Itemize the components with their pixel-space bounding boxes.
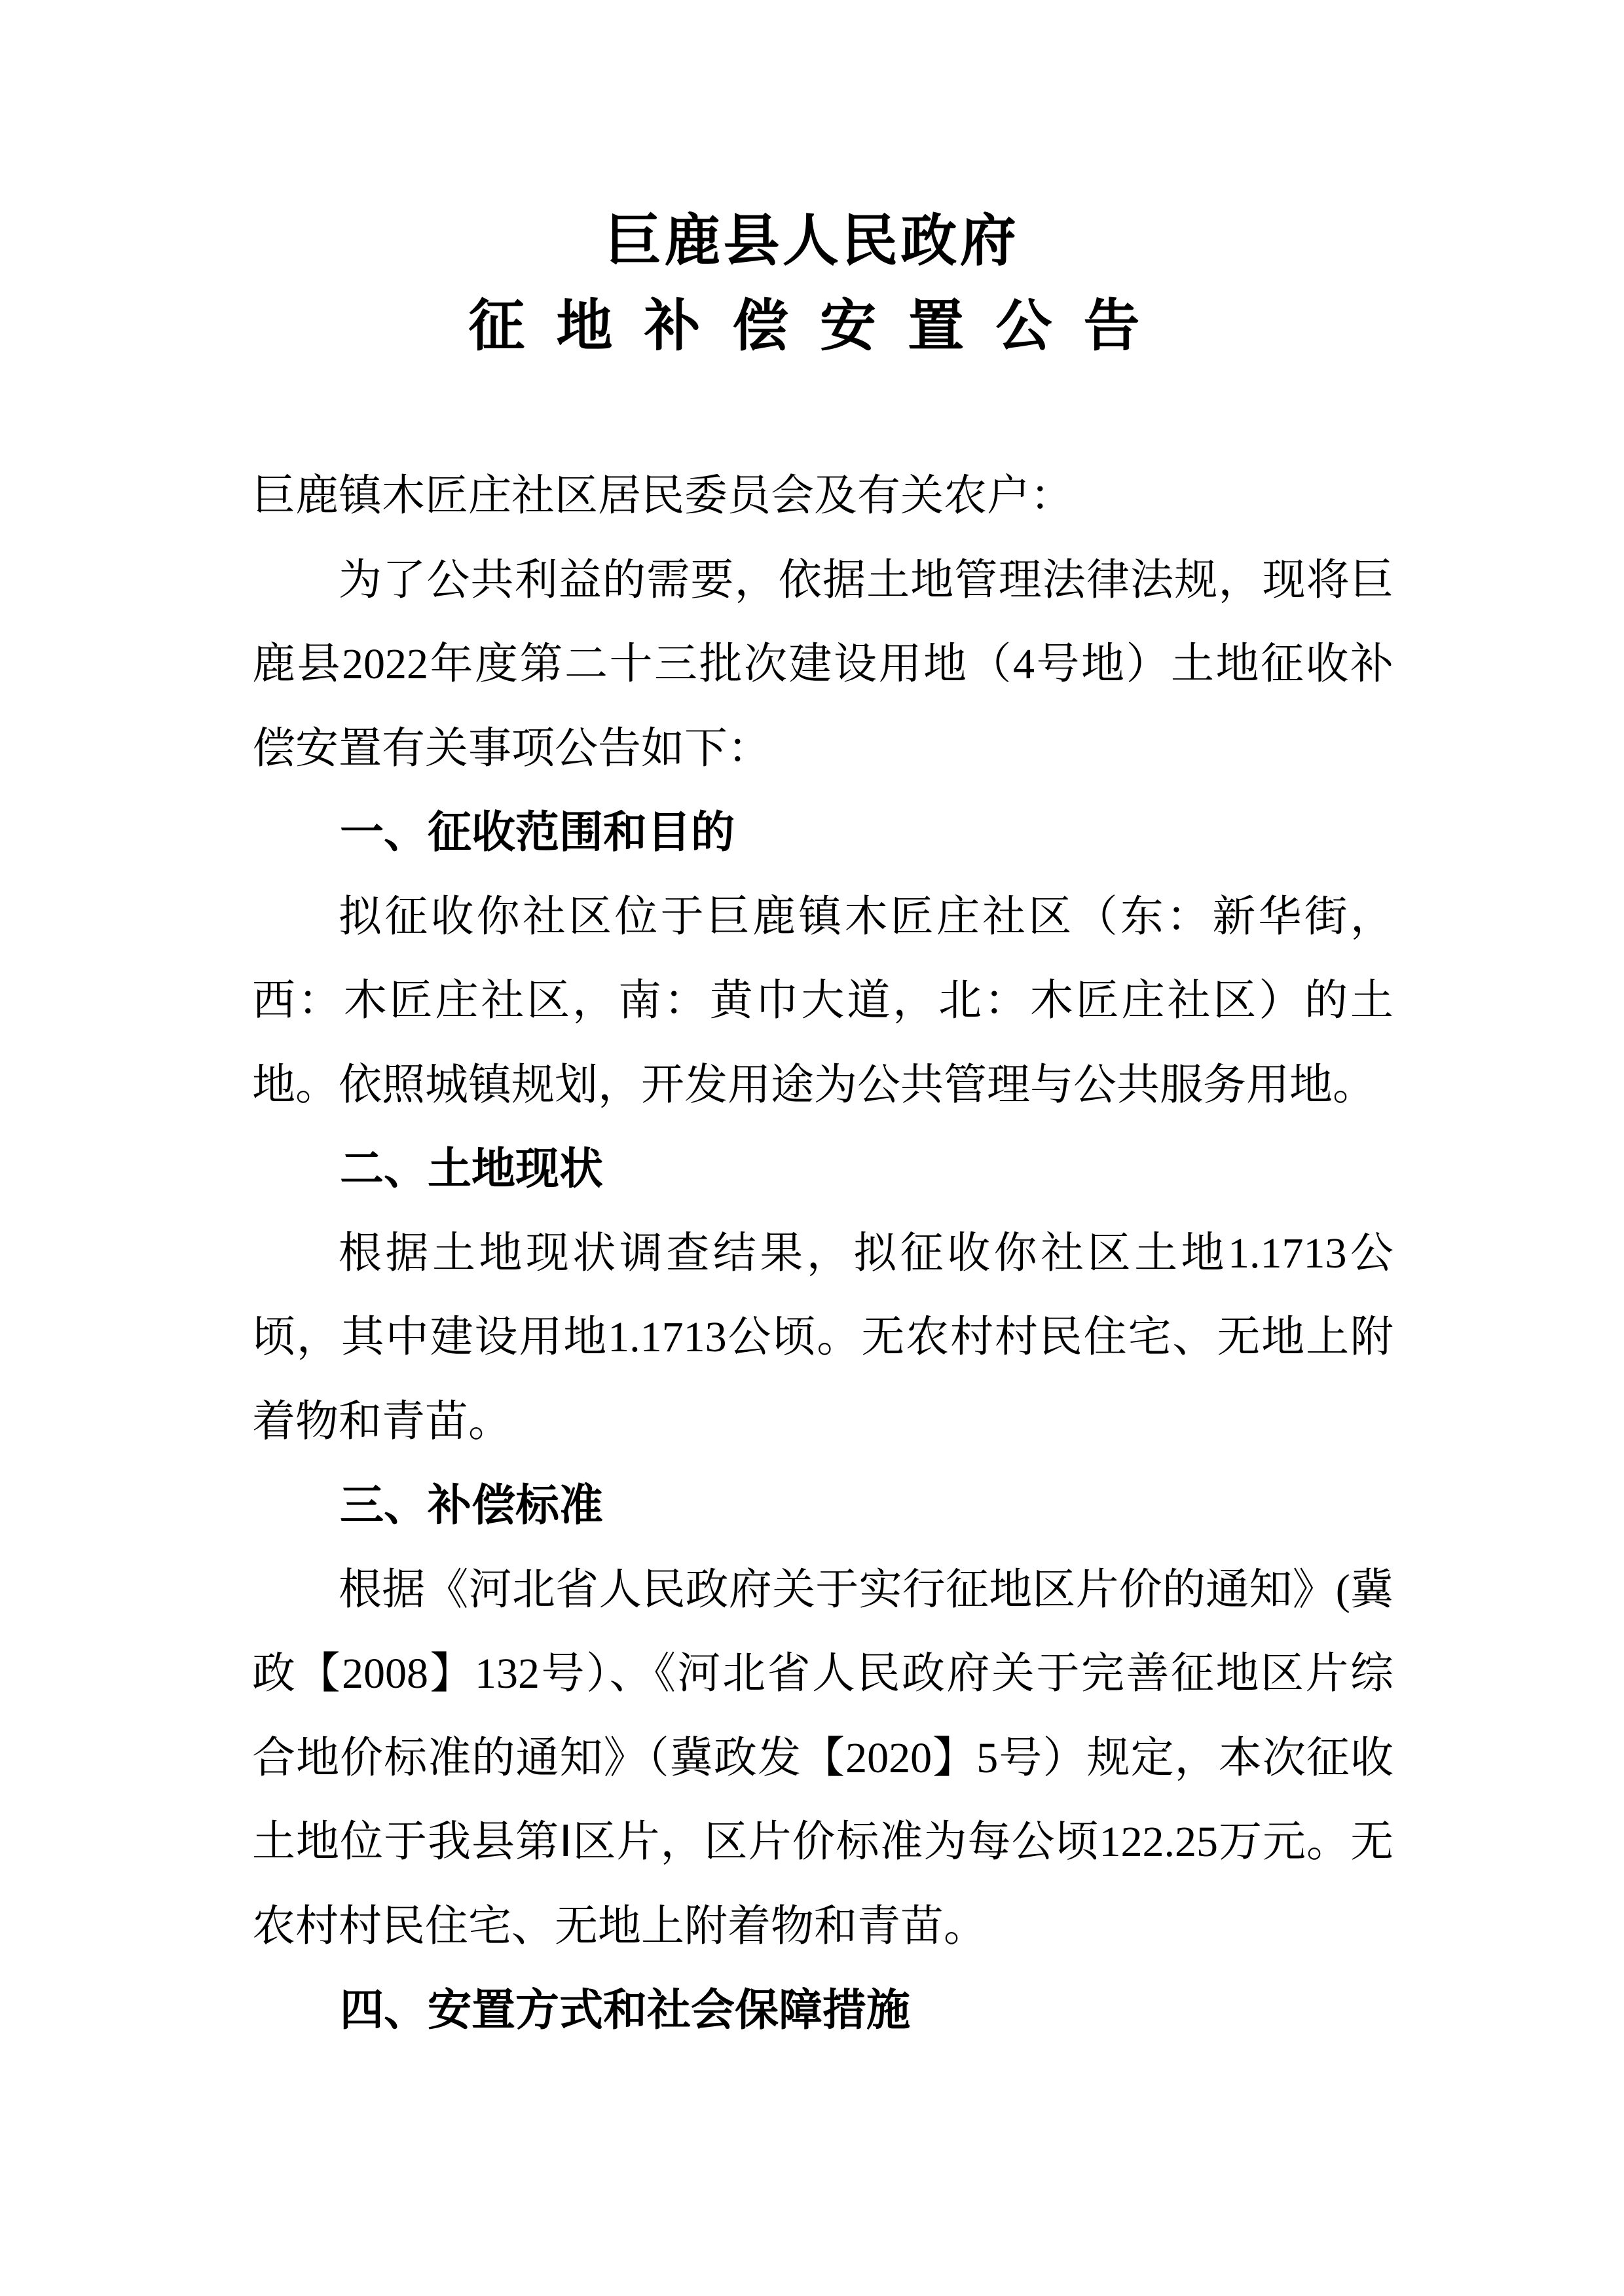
section-heading: 三、补偿标准 — [340, 1481, 603, 1530]
body-paragraph: 根据土地现状调查结果，拟征收你社区土地1.1713公顷，其中建设用地1.1713公顷。无农村村民住宅、无地上附着物和青苗。 — [252, 1229, 1393, 1446]
document-title: 巨鹿县人民政府 — [604, 210, 1020, 272]
document-title-block — [0, 0, 1624, 369]
document-subtitle: 征地补偿安置公告 — [468, 295, 1172, 357]
salutation-line: 巨鹿镇木匠庄社区居民委员会及有关农户： — [252, 472, 1073, 520]
paragraph-list — [252, 539, 1393, 2053]
section-heading: 二、土地现状 — [340, 1144, 603, 1194]
section-heading: 四、安置方式和社会保障措施 — [340, 1986, 910, 2035]
section-heading: 一、征收范围和目的 — [340, 808, 735, 857]
body-paragraph: 根据《河北省人民政府关于实行征地区片价的通知》(冀政【2008】132号）、《河北省人民政府关于完善征地区片综合地价标准的通知》（冀政发【2020】5号）规定，本次征收土地位于我县第Ⅰ区片，区片价标准为每公顷122.25万元。无农村村民住宅、无地上附着物和青苗。 — [252, 1565, 1393, 1950]
body-paragraph: 为了公共利益的需要，依据土地管理法律法规，现将巨鹿县2022年度第二十三批次建设用地（4号地）土地征收补偿安置有关事项公告如下： — [252, 556, 1393, 773]
document-body — [0, 454, 1624, 2053]
body-paragraph: 拟征收你社区位于巨鹿镇木匠庄社区（东：新华街，西：木匠庄社区，南：黄巾大道，北：木匠庄社区）的土地。依照城镇规划，开发用途为公共管理与公共服务用地。 — [252, 892, 1393, 1109]
